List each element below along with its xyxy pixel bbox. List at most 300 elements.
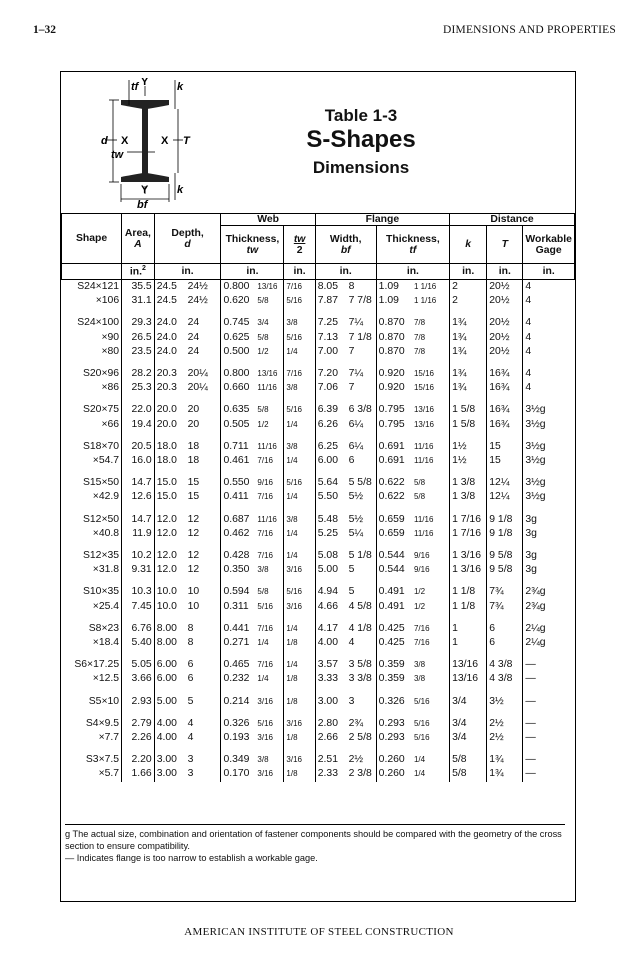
cell-width-dec: 7.06 [315, 381, 346, 395]
cell-gage: 4 [523, 345, 575, 359]
cell-flange-thk-frac: 7/8 [413, 346, 426, 356]
cell-web-thk-frac: 1/4 [257, 638, 269, 648]
cell-area: 2.93 [122, 695, 155, 709]
cell-flange-thk-frac: 15/16 [413, 369, 435, 379]
cell-web-thk-dec: 0.232 [221, 672, 255, 686]
cell-tw-half: 3/16 [284, 717, 315, 731]
cell-width-frac: 5 1/8 [348, 550, 372, 562]
cell-depth-dec: 12.0 [154, 513, 185, 527]
cell-depth-dec: 24.0 [154, 316, 185, 330]
table-row [62, 585, 575, 599]
cell-flange-thk-frac: 15/16 [413, 383, 435, 393]
table-frame [60, 71, 576, 902]
cell-depth-frac: 3 [187, 768, 194, 780]
cell-depth-dec: 12.0 [154, 549, 185, 563]
cell-web-thk-frac: 5/8 [257, 405, 269, 415]
cell-flange-thk-frac: 7/16 [413, 623, 430, 633]
cell-tw-half: 1/4 [284, 454, 315, 468]
cell-width-frac: 7¼ [348, 317, 364, 329]
cell-area: 10.2 [122, 549, 155, 563]
cell-tw-half: 3/8 [284, 316, 315, 330]
cell-width-frac: 6¼ [348, 440, 364, 452]
cell-web-thk-frac: 1/2 [257, 346, 269, 356]
cell-tw-half: 5/16 [284, 294, 315, 308]
cell-depth-dec: 12.0 [154, 563, 185, 577]
label-d: d [101, 135, 108, 147]
cell-t: 16¾ [487, 403, 523, 417]
cell-gage: 2¼g [523, 636, 575, 650]
cell-web-thk-frac: 9/16 [257, 478, 273, 488]
s-shape-diagram [83, 78, 203, 208]
cell-flange-thk-dec: 0.795 [376, 418, 412, 432]
cell-web-thk-frac: 7/16 [257, 660, 273, 670]
cell-flange-thk-dec: 0.425 [376, 622, 412, 636]
cell-gage: 2¼g [523, 622, 575, 636]
cell-gage: 3½g [523, 440, 575, 454]
cell-width-dec: 4.66 [315, 600, 346, 614]
cell-width-frac: 7 [348, 382, 355, 394]
cell-flange-thk-frac: 1/4 [413, 769, 426, 779]
col-flange: Flange [315, 214, 449, 226]
cell-width-dec: 7.00 [315, 345, 346, 359]
cell-gage: 2¾g [523, 585, 575, 599]
cell-width-dec: 5.00 [315, 563, 346, 577]
cell-gage: — [523, 672, 575, 686]
cell-k: 2 [450, 280, 487, 295]
cell-t: 7¾ [487, 585, 523, 599]
table-row [62, 767, 575, 781]
cell-gage: 3g [523, 563, 575, 577]
cell-k: 3/4 [450, 717, 487, 731]
cell-t: 6 [487, 636, 523, 650]
cell-area: 3.66 [122, 672, 155, 686]
cell-web-thk-frac: 7/16 [257, 456, 273, 466]
cell-width-frac: 3 3/8 [348, 673, 372, 685]
cell-gage: — [523, 658, 575, 672]
cell-flange-thk-dec: 0.870 [376, 331, 412, 345]
cell-k: 5/8 [450, 767, 487, 781]
cell-tw-half: 1/4 [284, 622, 315, 636]
cell-gage: 4 [523, 294, 575, 308]
cell-depth-dec: 6.00 [154, 658, 185, 672]
cell-width-dec: 4.17 [315, 622, 346, 636]
cell-width-dec: 3.33 [315, 672, 346, 686]
col-depth: Depth, d [154, 214, 221, 264]
cell-tw-half: 5/16 [284, 403, 315, 417]
cell-width-frac: 4 1/8 [348, 622, 372, 634]
cell-flange-thk-dec: 0.870 [376, 345, 412, 359]
cell-depth-dec: 12.0 [154, 527, 185, 541]
cell-width-frac: 4 5/8 [348, 600, 372, 612]
cell-tw-half: 5/16 [284, 476, 315, 490]
cell-flange-thk-dec: 1.09 [376, 294, 412, 308]
cell-area: 23.5 [122, 345, 155, 359]
cell-depth-frac: 24 [187, 331, 200, 343]
note-g: g The actual size, combination and orientation of fastener components should be compared with the geometry of the cross section to ensure compatibility. [65, 829, 562, 851]
cell-web-thk-dec: 0.271 [221, 636, 255, 650]
cell-tw-half: 1/4 [284, 527, 315, 541]
cell-flange-thk-dec: 0.260 [376, 753, 412, 767]
cell-shape: ×106 [95, 295, 120, 307]
cell-gage: 3g [523, 549, 575, 563]
cell-tw-half: 5/16 [284, 585, 315, 599]
cell-depth-dec: 20.0 [154, 403, 185, 417]
col-k: k [450, 226, 487, 264]
cell-k: 1 3/8 [450, 490, 487, 504]
cell-tw-half: 7/16 [284, 367, 315, 381]
cell-flange-thk-dec: 0.359 [376, 672, 412, 686]
cell-width-frac: 2 5/8 [348, 732, 372, 744]
cell-depth-dec: 6.00 [154, 672, 185, 686]
cell-depth-dec: 3.00 [154, 767, 185, 781]
unit-tw-half: in. [284, 264, 315, 280]
table-body [62, 280, 575, 782]
cell-width-dec: 7.13 [315, 331, 346, 345]
cell-shape: S5×10 [88, 695, 120, 707]
cell-depth-frac: 18 [187, 440, 200, 452]
cell-k: 2 [450, 294, 487, 308]
cell-shape: ×66 [101, 418, 120, 430]
cell-flange-thk-frac: 3/8 [413, 674, 426, 684]
cell-area: 5.05 [122, 658, 155, 672]
cell-t: 20½ [487, 280, 523, 295]
cell-shape: ×54.7 [92, 455, 120, 467]
cell-depth-frac: 6 [187, 673, 194, 685]
cell-k: 1 1/8 [450, 585, 487, 599]
cell-flange-thk-frac: 1/4 [413, 755, 426, 765]
cell-width-dec: 6.25 [315, 440, 346, 454]
cell-area: 29.3 [122, 316, 155, 330]
table-row [62, 622, 575, 636]
cell-k: 1¾ [450, 331, 487, 345]
cell-shape: ×31.8 [92, 564, 120, 576]
cell-flange-thk-frac: 11/16 [413, 514, 434, 524]
cell-flange-thk-frac: 3/8 [413, 660, 426, 670]
cell-tw-half: 7/16 [284, 280, 315, 295]
cell-flange-thk-dec: 0.260 [376, 767, 412, 781]
cell-web-thk-dec: 0.635 [221, 403, 255, 417]
label-tw: tw [111, 149, 124, 161]
cell-web-thk-frac: 3/8 [257, 755, 269, 765]
cell-depth-dec: 15.0 [154, 476, 185, 490]
cell-width-frac: 3 [348, 695, 355, 707]
cell-depth-frac: 4 [187, 732, 194, 744]
cell-gage: — [523, 767, 575, 781]
cell-flange-thk-frac: 9/16 [413, 551, 430, 561]
cell-width-dec: 7.25 [315, 316, 346, 330]
cell-t: 2½ [487, 731, 523, 745]
cell-shape: S12×50 [82, 513, 120, 525]
cell-width-frac: 5 [348, 564, 355, 576]
table-row [62, 513, 575, 527]
cell-web-thk-dec: 0.350 [221, 563, 255, 577]
cell-width-frac: 7¼ [348, 368, 364, 380]
cell-depth-frac: 12 [187, 527, 200, 539]
label-bf: bf [137, 199, 148, 208]
cell-width-dec: 5.48 [315, 513, 346, 527]
cell-width-frac: 7 [348, 345, 355, 357]
cell-flange-thk-frac: 11/16 [413, 528, 434, 538]
cell-flange-thk-dec: 1.09 [376, 280, 412, 295]
cell-web-thk-dec: 0.800 [221, 280, 255, 295]
cell-width-dec: 6.39 [315, 403, 346, 417]
cell-tw-half: 3/16 [284, 600, 315, 614]
cell-depth-frac: 5 [187, 695, 194, 707]
cell-t: 9 5/8 [487, 549, 523, 563]
cell-web-thk-frac: 3/16 [257, 733, 273, 743]
cell-flange-thk-frac: 1 1/16 [413, 282, 437, 291]
table-row [62, 440, 575, 454]
cell-flange-thk-dec: 0.870 [376, 316, 412, 330]
cell-area: 7.45 [122, 600, 155, 614]
cell-flange-thk-frac: 5/8 [413, 478, 426, 488]
cell-width-dec: 5.50 [315, 490, 346, 504]
cell-web-thk-frac: 7/16 [257, 492, 273, 502]
cell-depth-frac: 10 [187, 586, 200, 598]
page-header [33, 24, 616, 40]
cell-flange-thk-frac: 13/16 [413, 405, 435, 415]
cell-width-frac: 6¼ [348, 418, 364, 430]
cell-flange-thk-frac: 5/16 [413, 696, 430, 706]
section-title: DIMENSIONS AND PROPERTIES [443, 24, 616, 36]
cell-flange-thk-frac: 7/8 [413, 318, 426, 328]
cell-width-frac: 2 3/8 [348, 768, 372, 780]
cell-tw-half: 1/4 [284, 345, 315, 359]
cell-depth-dec: 24.0 [154, 345, 185, 359]
cell-shape: S3×7.5 [85, 754, 120, 766]
cell-web-thk-frac: 7/16 [257, 623, 273, 633]
cell-flange-thk-dec: 0.920 [376, 381, 412, 395]
cell-shape: S10×35 [82, 586, 120, 598]
unit-area: in.$^2$ [122, 264, 155, 280]
cell-width-frac: 6 3/8 [348, 404, 372, 416]
table-row [62, 672, 575, 686]
cell-web-thk-frac: 5/8 [257, 332, 269, 342]
cell-web-thk-dec: 0.326 [221, 717, 255, 731]
cell-shape: S24×121 [77, 281, 120, 292]
cell-area: 11.9 [122, 527, 155, 541]
cell-web-thk-dec: 0.505 [221, 418, 255, 432]
note-dash: — Indicates flange is too narrow to establish a workable gage. [65, 853, 318, 863]
cell-area: 2.20 [122, 753, 155, 767]
cell-web-thk-dec: 0.745 [221, 316, 255, 330]
cell-depth-frac: 24 [187, 345, 200, 357]
cell-shape: S20×75 [82, 404, 120, 416]
cell-web-thk-frac: 11/16 [257, 383, 277, 393]
cell-k: 1 3/16 [450, 563, 487, 577]
cell-web-thk-dec: 0.214 [221, 695, 255, 709]
cell-width-dec: 6.26 [315, 418, 346, 432]
table-row [62, 563, 575, 577]
cell-flange-thk-frac: 7/16 [413, 638, 430, 648]
table-row [62, 294, 575, 308]
cell-width-dec: 8.05 [315, 280, 346, 295]
table-row [62, 753, 575, 767]
cell-t: 20½ [487, 316, 523, 330]
label-x-right: X [161, 135, 169, 147]
cell-k: 1 [450, 622, 487, 636]
cell-width-frac: 5 [348, 586, 355, 598]
cell-t: 16¾ [487, 418, 523, 432]
cell-width-dec: 4.00 [315, 636, 346, 650]
cell-gage: 3g [523, 527, 575, 541]
table-row [62, 490, 575, 504]
cell-flange-thk-frac: 11/16 [413, 456, 434, 466]
cell-depth-frac: 6 [187, 659, 194, 671]
cell-depth-dec: 24.0 [154, 331, 185, 345]
cell-gage: 4 [523, 367, 575, 381]
col-distance: Distance [450, 214, 575, 226]
label-tf: tf [131, 81, 139, 93]
cell-width-dec: 5.25 [315, 527, 346, 541]
cell-web-thk-dec: 0.170 [221, 767, 255, 781]
cell-web-thk-dec: 0.465 [221, 658, 255, 672]
cell-web-thk-frac: 3/4 [257, 318, 269, 328]
col-shape: Shape [62, 214, 122, 264]
cell-width-frac: 2¾ [348, 717, 364, 729]
cell-t: 12¼ [487, 476, 523, 490]
cell-flange-thk-dec: 0.359 [376, 658, 412, 672]
cell-gage: 4 [523, 280, 575, 295]
cell-web-thk-dec: 0.500 [221, 345, 255, 359]
cell-tw-half: 1/4 [284, 418, 315, 432]
cell-web-thk-frac: 3/8 [257, 565, 269, 575]
cell-web-thk-frac: 11/16 [257, 441, 277, 451]
cell-gage: 3½g [523, 403, 575, 417]
label-k-top: k [177, 81, 184, 93]
cell-t: 9 1/8 [487, 513, 523, 527]
cell-tw-half: 1/8 [284, 672, 315, 686]
cell-web-thk-dec: 0.461 [221, 454, 255, 468]
cell-web-thk-frac: 13/16 [257, 282, 278, 291]
cell-flange-thk-dec: 0.920 [376, 367, 412, 381]
cell-gage: 3½g [523, 476, 575, 490]
table-row [62, 476, 575, 490]
dimensions-table [61, 213, 575, 782]
cell-area: 12.6 [122, 490, 155, 504]
cell-flange-thk-frac: 5/8 [413, 492, 426, 502]
cell-width-frac: 5½ [348, 513, 364, 525]
cell-flange-thk-dec: 0.491 [376, 600, 412, 614]
cell-width-frac: 3 5/8 [348, 659, 372, 671]
table-row [62, 280, 575, 295]
cell-width-dec: 6.00 [315, 454, 346, 468]
table-row [62, 367, 575, 381]
unit-t: in. [487, 264, 523, 280]
col-flange-width: Width, bf [315, 226, 376, 264]
cell-depth-frac: 24½ [187, 295, 208, 307]
cell-width-dec: 2.51 [315, 753, 346, 767]
cell-depth-frac: 8 [187, 637, 194, 649]
cell-depth-frac: 15 [187, 491, 200, 503]
cell-gage: 3g [523, 513, 575, 527]
cell-k: 1¾ [450, 367, 487, 381]
cell-k: 3/4 [450, 731, 487, 745]
cell-width-dec: 2.33 [315, 767, 346, 781]
cell-tw-half: 3/16 [284, 563, 315, 577]
cell-shape: ×40.8 [92, 527, 120, 539]
cell-area: 6.76 [122, 622, 155, 636]
cell-flange-thk-dec: 0.544 [376, 563, 412, 577]
cell-k: 1 7/16 [450, 527, 487, 541]
cell-width-dec: 5.08 [315, 549, 346, 563]
cell-depth-frac: 20¼ [187, 368, 208, 380]
cell-shape: ×86 [101, 382, 120, 394]
unit-gage: in. [523, 264, 575, 280]
cell-web-thk-frac: 1/4 [257, 674, 269, 684]
table-title: S-Shapes [306, 126, 416, 153]
cell-web-thk-dec: 0.441 [221, 622, 255, 636]
cell-flange-thk-frac: 9/16 [413, 565, 430, 575]
cell-shape: ×80 [101, 345, 120, 357]
cell-tw-half: 3/8 [284, 513, 315, 527]
label-t: T [183, 135, 190, 147]
cell-web-thk-frac: 11/16 [257, 514, 277, 524]
cell-k: 1 3/8 [450, 476, 487, 490]
cell-gage: — [523, 717, 575, 731]
table-row [62, 600, 575, 614]
cell-t: 1¾ [487, 753, 523, 767]
cell-gage: 2¾g [523, 600, 575, 614]
cell-t: 9 5/8 [487, 563, 523, 577]
label-k-bot: k [177, 184, 184, 196]
col-gage: Workable Gage [523, 226, 575, 264]
cell-web-thk-frac: 1/2 [257, 419, 269, 429]
cell-area: 22.0 [122, 403, 155, 417]
cell-web-thk-dec: 0.193 [221, 731, 255, 745]
cell-web-thk-frac: 5/16 [257, 718, 273, 728]
cell-k: 1¾ [450, 381, 487, 395]
cell-gage: — [523, 695, 575, 709]
cell-area: 26.5 [122, 331, 155, 345]
cell-area: 2.79 [122, 717, 155, 731]
table-subtitle: Dimensions [312, 158, 410, 177]
label-y-bot: Y [141, 184, 149, 196]
cell-t: 2½ [487, 717, 523, 731]
cell-depth-dec: 18.0 [154, 454, 185, 468]
cell-t: 3½ [487, 695, 523, 709]
cell-area: 25.3 [122, 381, 155, 395]
col-t: T [487, 226, 523, 264]
cell-depth-dec: 8.00 [154, 622, 185, 636]
cell-flange-thk-dec: 0.622 [376, 490, 412, 504]
cell-depth-dec: 20.0 [154, 418, 185, 432]
cell-shape: S12×35 [82, 550, 120, 562]
cell-width-frac: 4 [348, 637, 355, 649]
cell-depth-frac: 24 [187, 317, 200, 329]
cell-k: 5/8 [450, 753, 487, 767]
cell-flange-thk-dec: 0.622 [376, 476, 412, 490]
cell-gage: 3½g [523, 454, 575, 468]
cell-shape: ×25.4 [92, 600, 120, 612]
cell-width-frac: 5 5/8 [348, 477, 372, 489]
cell-k: 1 [450, 636, 487, 650]
cell-depth-dec: 10.0 [154, 585, 185, 599]
cell-t: 4 3/8 [487, 658, 523, 672]
cell-tw-half: 3/8 [284, 440, 315, 454]
cell-width-dec: 2.80 [315, 717, 346, 731]
cell-area: 14.7 [122, 513, 155, 527]
cell-width-dec: 7.87 [315, 294, 346, 308]
cell-width-dec: 7.20 [315, 367, 346, 381]
cell-area: 14.7 [122, 476, 155, 490]
cell-width-dec: 5.64 [315, 476, 346, 490]
cell-web-thk-dec: 0.349 [221, 753, 255, 767]
cell-shape: S15×50 [82, 477, 120, 489]
cell-t: 16¾ [487, 381, 523, 395]
cell-k: 1½ [450, 454, 487, 468]
cell-t: 9 1/8 [487, 527, 523, 541]
